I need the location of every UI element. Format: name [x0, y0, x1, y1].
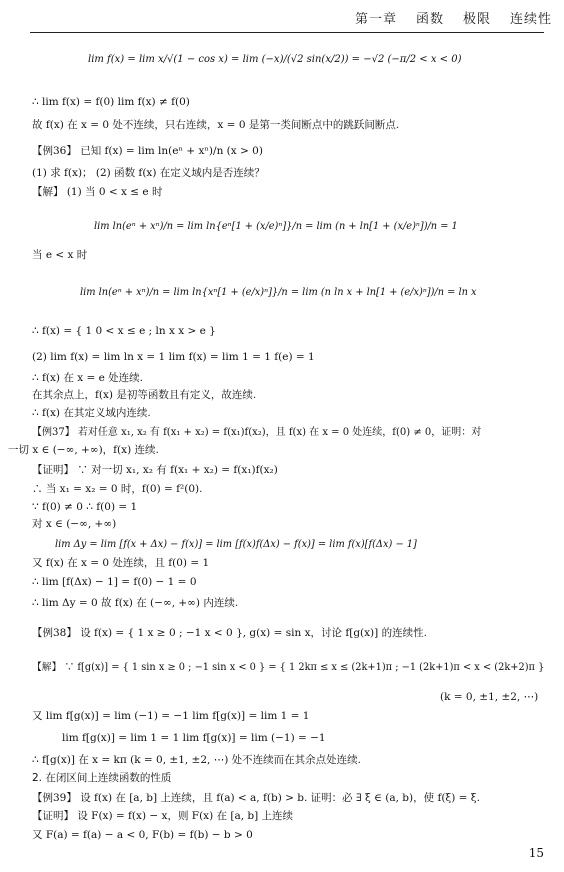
proof-heading: 【证明】 设 F(x) = f(x) − x，则 F(x) 在 [a, b] 上连续 [32, 810, 294, 822]
example-39-heading: 【例39】 设 f(x) 在 [a, b] 上连续，且 f(a) < a, f(b) > b. 证明：必 ∃ ξ ∈ (a, b)，使 f(ξ) = ξ. [32, 792, 480, 804]
section-heading: 2. 在闭区间上连续函数的性质 [32, 772, 172, 784]
text-line: lim Δy = lim [f(x + Δx) − f(x)] = lim [f(x)f(Δx) − f(x)] = lim f(x)[f(Δx) − 1] [55, 539, 417, 550]
text-line: ∴ f(x) 在其定义域内连续. [32, 407, 151, 419]
text-line: 又 F(a) = f(a) − a < 0, F(b) = f(b) − b > 0 [32, 829, 253, 841]
text-line: 当 e < x 时 [32, 249, 88, 261]
header-topic-functions: 函数 [416, 12, 445, 27]
text-line: ∴ f(x) 在 x = e 处连续. [32, 372, 143, 384]
solution-heading: 【解】 (1) 当 0 < x ≤ e 时 [32, 186, 163, 198]
text-line: (2) lim f(x) = lim ln x = 1 lim f(x) = lim 1 = 1 f(e) = 1 [32, 351, 315, 363]
text-line: 在其余点上，f(x) 是初等函数且有定义，故连续. [32, 389, 257, 401]
header-topic-continuity: 连续性 [510, 12, 553, 27]
text-line: ∵ f(0) ≠ 0 ∴ f(0) = 1 [32, 501, 138, 513]
text-line: ∴ lim Δy = 0 故 f(x) 在 (−∞, +∞) 内连续. [32, 597, 239, 609]
text-line: ∴ f(x) = { 1 0 < x ≤ e ; ln x x > e } [32, 325, 216, 337]
text-line: 故 f(x) 在 x = 0 处不连续，只右连续，x = 0 是第一类间断点中的跳跃间断点. [32, 119, 400, 131]
example-36-heading: 【例36】 已知 f(x) = lim ln(eⁿ + xⁿ)/n (x > 0) [32, 145, 263, 157]
text-line: (1) 求 f(x)； (2) 函数 f(x) 在定义域内是否连续？ [32, 167, 265, 179]
text-line: ∴ f[g(x)] 在 x = kπ (k = 0, ±1, ±2, ⋯) 处不连续而在其余点处连续. [32, 754, 361, 766]
proof-heading: 【证明】 ∵ 对一切 x₁, x₂ 有 f(x₁ + x₂) = f(x₁)f(x₂) [32, 464, 278, 476]
running-header [0, 0, 564, 34]
text-line: lim ln(eⁿ + xⁿ)/n = lim ln{eⁿ[1 + (x/e)ⁿ]}/n = lim (n + ln[1 + (x/e)ⁿ])/n = 1 [94, 221, 458, 232]
text-line: lim f(x) = lim x/√(1 − cos x) = lim (−x)/(√2 sin(x/2)) = −√2 (−π/2 < x < 0) [88, 54, 462, 65]
text-line: ∴ lim f(x) = f(0) lim f(x) ≠ f(0) [32, 96, 190, 108]
text-line: 又 lim f[g(x)] = lim (−1) = −1 lim f[g(x)] = lim 1 = 1 [32, 710, 310, 722]
text-line: 又 f(x) 在 x = 0 处连续，且 f(0) = 1 [32, 557, 210, 569]
text-line: (k = 0, ±1, ±2, ⋯) [440, 691, 539, 703]
text-line: lim ln(eⁿ + xⁿ)/n = lim ln{xⁿ[1 + (e/x)ⁿ]}/n = lim (n ln x + ln[1 + (e/x)ⁿ])/n = ln x [80, 287, 477, 298]
text-line: lim f[g(x)] = lim 1 = 1 lim f[g(x)] = lim (−1) = −1 [62, 732, 326, 744]
header-topic-limits: 极限 [463, 12, 492, 27]
text-line: 一切 x ∈ (−∞, +∞)，f(x) 连续. [8, 444, 159, 456]
text-line: ∴ 当 x₁ = x₂ = 0 时，f(0) = f²(0). [32, 483, 203, 495]
header-rule [30, 32, 544, 33]
page-number: 15 [528, 846, 544, 860]
text-line: ∴ lim [f(Δx) − 1] = f(0) − 1 = 0 [32, 576, 197, 588]
chapter-label: 第一章 [355, 12, 398, 27]
text-line: 对 x ∈ (−∞, +∞) [32, 518, 117, 530]
example-38-heading: 【例38】 设 f(x) = { 1 x ≥ 0 ; −1 x < 0 }, g(x) = sin x，讨论 f[g(x)] 的连续性. [32, 627, 427, 639]
text-line: 【解】 ∵ f[g(x)] = { 1 sin x ≥ 0 ; −1 sin x < 0 } = { 1 2kπ ≤ x ≤ (2k+1)π ; −1 (2k+1)π < x < (2k+2)π } [32, 662, 545, 673]
example-37-heading: 【例37】 若对任意 x₁, x₂ 有 f(x₁ + x₂) = f(x₁)f(x₂)，且 f(x) 在 x = 0 处连续，f(0) ≠ 0，证明：对 [32, 427, 482, 438]
